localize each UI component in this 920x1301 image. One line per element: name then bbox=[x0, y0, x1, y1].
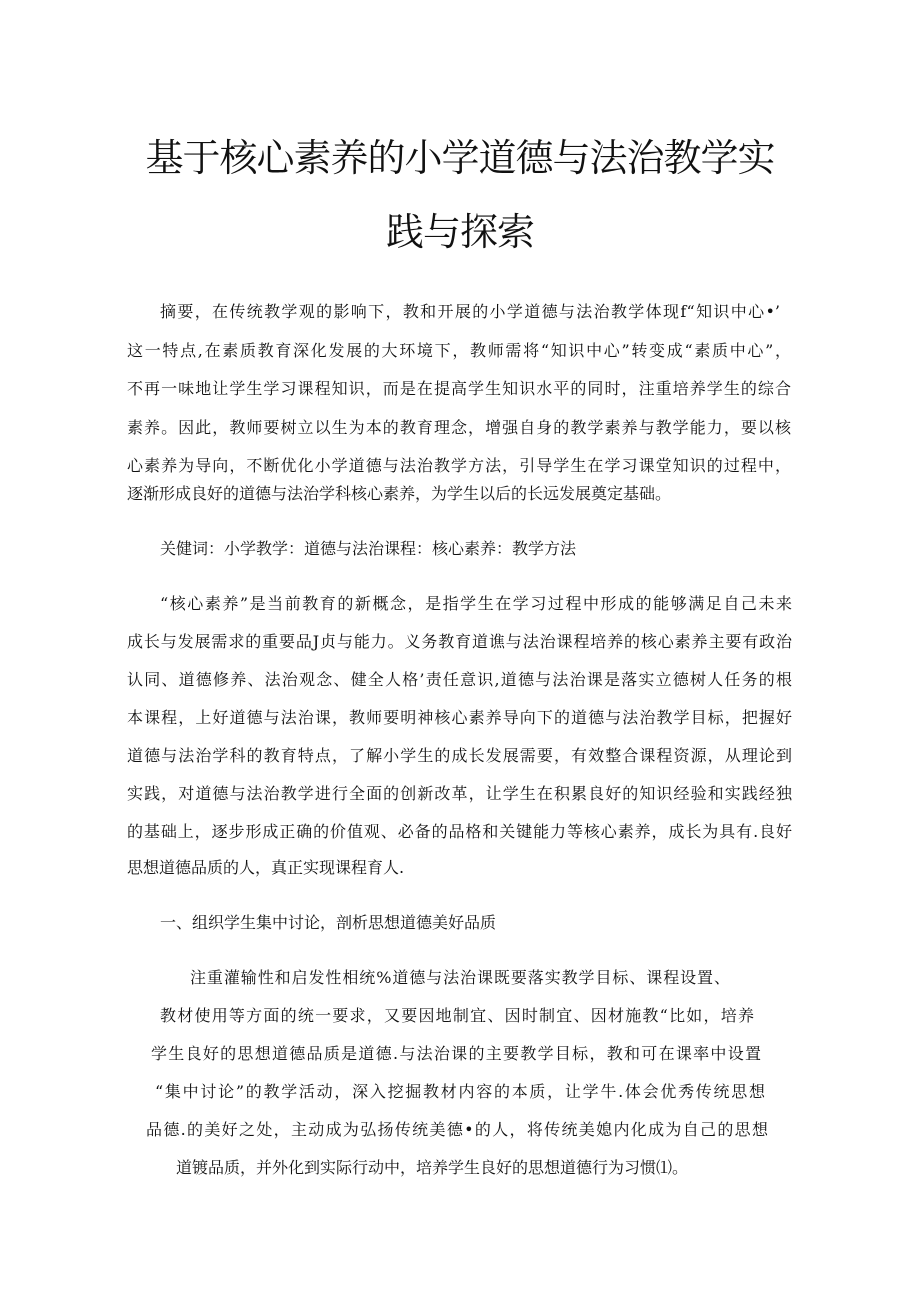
intro-line: 本课程，上好道德与法治课，教师要明神核心素养导向下的道德与法治教学目标，把握好 bbox=[127, 708, 792, 727]
intro-line: 的基础上，逐步形成正确的价值观、必备的品格和关键能力等核心素养，成长为具有.良好 bbox=[127, 822, 792, 841]
section-line: 教材使用等方面的统一要求，又要因地制宜、因时制宜、因材施教“比如，培养 bbox=[160, 1006, 754, 1025]
document-title-line-1: 基于核心素养的小学道德与法治教学实 bbox=[145, 136, 775, 180]
section-line: 注重灌输性和启发性相统%道德与法治课既要落实教学目标、课程设置、 bbox=[190, 968, 730, 987]
abstract-line: 逐渐形成良好的道德与法治学科核心素养，为学生以后的长远发展奠定基础。 bbox=[127, 484, 672, 503]
abstract-line: 这一特点,在素质教育深化发展的大环境下，教师需将“知识中心”转变成“素质中心”， bbox=[127, 341, 791, 360]
abstract-line: 素养。因此，教师要树立以生为本的教育理念，增强自身的教学素养与教学能力，要以核 bbox=[127, 418, 791, 437]
intro-line: 道德与法治学科的教育特点，了解小学生的成长发展需要，有效整合课程资源，从理论到 bbox=[127, 746, 792, 765]
intro-line: 认同、道德修养、法治观念、健全人格’责任意识,道德与法治课是落实立德树人任务的根 bbox=[127, 670, 792, 689]
intro-line: “核心素养”是当前教育的新概念，是指学生在学习过程中形成的能够满足自己未来 bbox=[160, 594, 792, 613]
keywords: 关健词：小学教学：道德与法治课程：核心素养：教学方法 bbox=[160, 539, 577, 558]
document-title-line-2: 践与探索 bbox=[385, 210, 534, 254]
intro-line: 实践，对道德与法治教学进行全面的创新改革，让学生在积累良好的知识经验和实践经独 bbox=[127, 784, 792, 803]
intro-line: 成长与发展需求的重要品J贞与能力。义务教育道谯与法治课程培养的核心素养主要有政治 bbox=[127, 632, 792, 651]
abstract-line: 不再一味地让学生学习课程知识，而是在提高学生知识水平的同时，注重培养学生的综合 bbox=[127, 379, 791, 398]
section-line: “集中讨论”的教学活动，深入挖掘教材内容的本质，让学牛.体会优秀传统思想 bbox=[155, 1082, 765, 1101]
section-line: 学生良好的思想道德品质是道德.与法治课的主要教学目标，教和可在课率中设置 bbox=[151, 1044, 761, 1063]
intro-line: 思想道德品质的人，真正实现课程育人. bbox=[127, 858, 405, 877]
abstract-line: 摘要，在传统教学观的影响下，教和开展的小学道德与法治教学体现f“知识中心•’ bbox=[160, 302, 780, 321]
section-heading: 一、组织学生集中讨论，剖析思想道德美好品质 bbox=[160, 913, 497, 932]
section-line: 道镀品质，并外化到实际行动中，培养学生良好的思想道德行为习惯⑴。 bbox=[176, 1158, 689, 1177]
abstract-line: 心素养为导向，不断优化小学道德与法治教学方法，引导学生在学习课堂知识的过程中， bbox=[127, 456, 791, 475]
section-line: 品德.的美好之处，主动成为弘扬传统美德•的人，将传统美媳内化成为自己的思想 bbox=[146, 1120, 768, 1139]
